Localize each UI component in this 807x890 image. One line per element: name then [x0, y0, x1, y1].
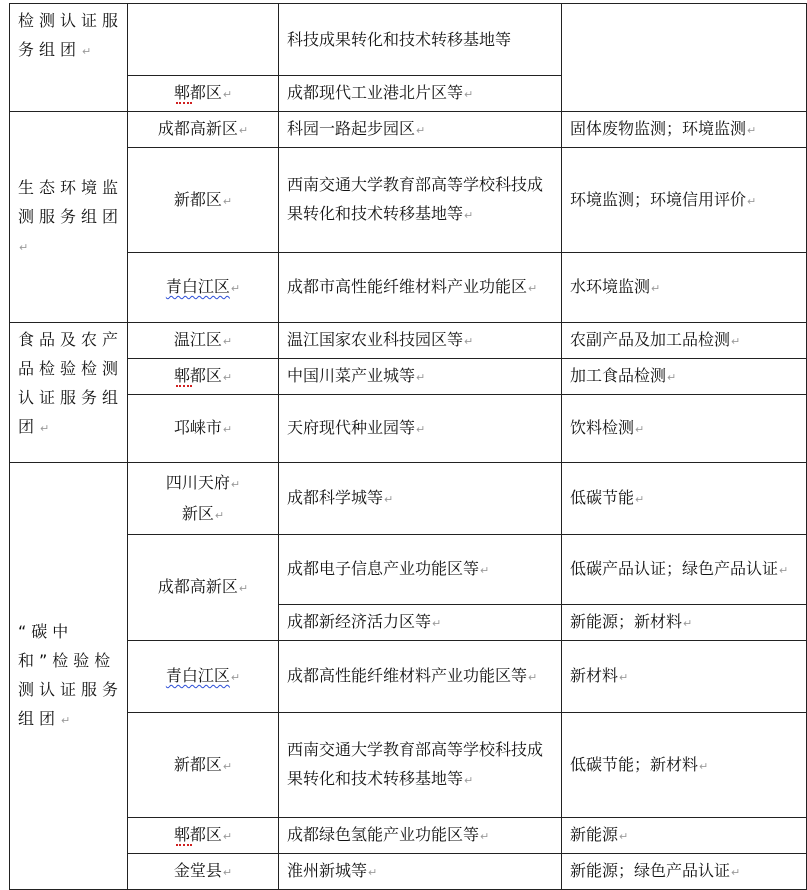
district-cell: 温江区↵: [128, 323, 279, 359]
place-cell: 淮州新城等↵: [279, 854, 562, 890]
service-cell: 低碳产品认证；绿色产品认证↵: [562, 535, 807, 605]
place-cell: 科技成果转化和技术转移基地等: [279, 4, 562, 76]
district-cell: 郫都区↵: [128, 359, 279, 395]
table-row: [10, 818, 807, 854]
district-cell: 成都高新区↵: [128, 112, 279, 148]
district-cell: 郫都区↵: [128, 76, 279, 112]
table-row: [10, 4, 807, 76]
district-cell: [128, 4, 279, 76]
table-row: [10, 713, 807, 818]
district-cell: 成都高新区↵: [128, 535, 279, 641]
place-cell: 成都绿色氢能产业功能区等↵: [279, 818, 562, 854]
place-cell: 西南交通大学教育部高等学校科技成果转化和技术转移基地等↵: [279, 148, 562, 253]
industry-cluster-table: [9, 3, 807, 890]
place-cell: 成都电子信息产业功能区等↵: [279, 535, 562, 605]
place-cell: 成都市高性能纤维材料产业功能区↵: [279, 253, 562, 323]
service-cell: [562, 4, 807, 112]
table-row: [10, 359, 807, 395]
service-cell: 水环境监测↵: [562, 253, 807, 323]
table-row: [10, 535, 807, 605]
place-cell: 成都新经济活力区等↵: [279, 605, 562, 641]
place-cell: 温江国家农业科技园区等↵: [279, 323, 562, 359]
service-cell: 加工食品检测↵: [562, 359, 807, 395]
service-cell: 固体废物监测；环境监测↵: [562, 112, 807, 148]
place-cell: 中国川菜产业城等↵: [279, 359, 562, 395]
table-row: [10, 323, 807, 359]
service-cell: 农副产品及加工品检测↵: [562, 323, 807, 359]
place-cell: 成都高性能纤维材料产业功能区等↵: [279, 641, 562, 713]
table-row: [10, 854, 807, 890]
table-row: [10, 395, 807, 463]
district-cell: 青白江区↵: [128, 641, 279, 713]
place-cell: 天府现代种业园等↵: [279, 395, 562, 463]
table-row: [10, 641, 807, 713]
table-row: [10, 253, 807, 323]
place-cell: 成都科学城等↵: [279, 463, 562, 535]
district-cell: 新都区↵: [128, 148, 279, 253]
group-cell: 食品及农产品检验检测认证服务组团↵: [10, 323, 128, 463]
service-cell: 新材料↵: [562, 641, 807, 713]
district-cell: 邛崃市↵: [128, 395, 279, 463]
service-cell: 新能源；绿色产品认证↵: [562, 854, 807, 890]
place-cell: 西南交通大学教育部高等学校科技成果转化和技术转移基地等↵: [279, 713, 562, 818]
service-cell: 环境监测；环境信用评价↵: [562, 148, 807, 253]
table-row: [10, 463, 807, 535]
district-cell: 四川天府↵ 新区↵: [128, 463, 279, 535]
service-cell: 新能源；新材料↵: [562, 605, 807, 641]
table-row: [10, 112, 807, 148]
service-cell: 低碳节能↵: [562, 463, 807, 535]
district-cell: 新都区↵: [128, 713, 279, 818]
table-row: [10, 148, 807, 253]
place-cell: 科园一路起步园区↵: [279, 112, 562, 148]
group-cell: 检测认证服务组团↵: [10, 4, 128, 112]
district-cell: 青白江区↵: [128, 253, 279, 323]
place-cell: 成都现代工业港北片区等↵: [279, 76, 562, 112]
service-cell: 低碳节能；新材料↵: [562, 713, 807, 818]
service-cell: 新能源↵: [562, 818, 807, 854]
service-cell: 饮料检测↵: [562, 395, 807, 463]
group-cell: 生态环境监测服务组团↵: [10, 112, 128, 323]
district-cell: 郫都区↵: [128, 818, 279, 854]
group-cell: “碳中和”检验检测认证服务组团↵: [10, 463, 128, 890]
district-cell: 金堂县↵: [128, 854, 279, 890]
